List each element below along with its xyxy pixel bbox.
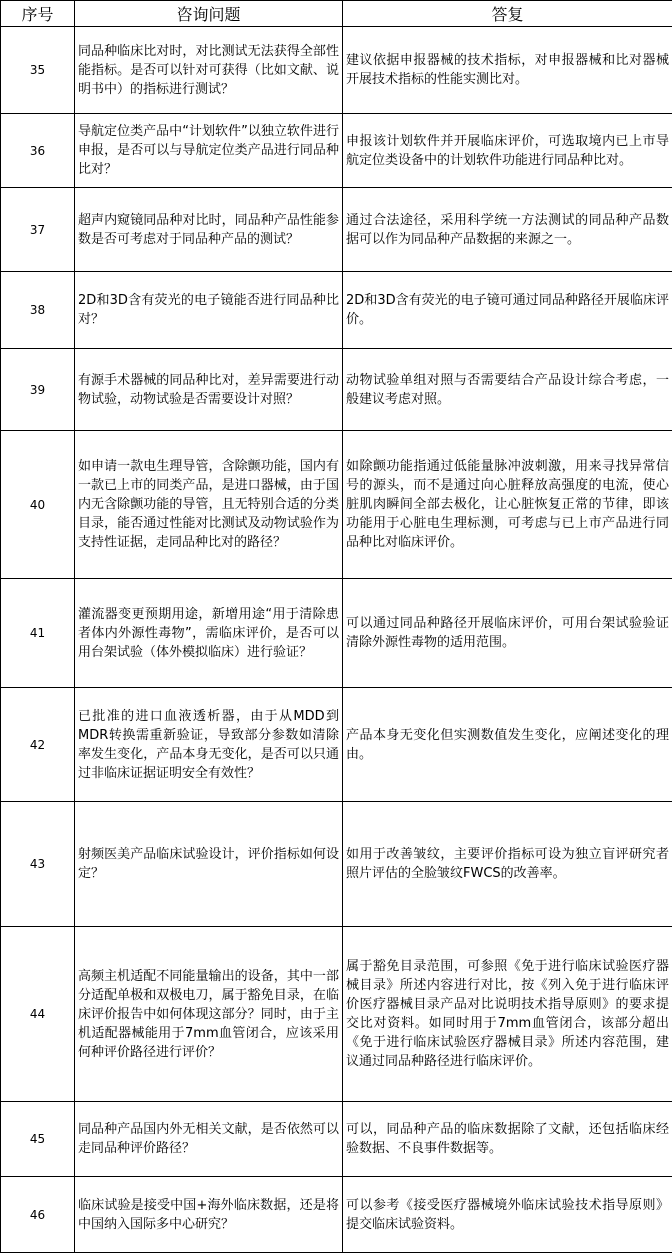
question-cell: 超声内窥镜同品种对比时，同品种产品性能参数是否可考虑对于同品种产品的测试？ <box>75 188 343 272</box>
question-cell: 同品种产品国内外无相关文献，是否依然可以走同品种评价路径？ <box>75 1102 343 1177</box>
row-number: 35 <box>1 27 75 114</box>
answer-cell: 可以通过同品种路径开展临床评价，可用台架试验验证清除外源性毒物的适用范围。 <box>343 579 672 688</box>
table-row <box>1 579 672 688</box>
answer-cell: 如用于改善皱纹，主要评价指标可设为独立盲评研究者照片评估的全脸皱纹FWCS的改善率。 <box>343 802 672 927</box>
table-header-row <box>1 1 672 27</box>
question-cell: 已批准的进口血液透析器，由于从MDD到MDR转换需重新验证，导致部分参数如清除率发生变化，产品本身无变化，是否可以只通过非临床证据证明安全有效性？ <box>75 688 343 802</box>
question-cell: 高频主机适配不同能量输出的设备，其中一部分适配单极和双极电刀，属于豁免目录，在临床评价报告中如何体现这部分？同时，由于主机适配器械能用于7mm血管闭合，应该采用何种评价路径进行评价？ <box>75 927 343 1102</box>
row-number: 39 <box>1 349 75 431</box>
row-number: 46 <box>1 1177 75 1253</box>
header-number: 序号 <box>1 1 75 27</box>
table-row <box>1 349 672 431</box>
answer-cell: 如除颤功能指通过低能量脉冲波刺激，用来寻找异常信号的源头，而不是通过向心脏释放高强度的电流，使心脏肌肉瞬间全部去极化，让心脏恢复正常的节律，即该功能用于心脏电生理标测，可考虑与已上市产品进行同品种比对临床评价。 <box>343 431 672 579</box>
table-row <box>1 1102 672 1177</box>
row-number: 43 <box>1 802 75 927</box>
answer-cell: 建议依据申报器械的技术指标，对申报器械和比对器械开展技术指标的性能实测比对。 <box>343 27 672 114</box>
table-row <box>1 927 672 1102</box>
row-number: 44 <box>1 927 75 1102</box>
row-number: 37 <box>1 188 75 272</box>
row-number: 42 <box>1 688 75 802</box>
question-cell: 如申请一款电生理导管，含除颤功能，国内有一款已上市的同类产品，是进口器械，由于国内无含除颤功能的导管，且无特别合适的分类目录，能否通过性能对比测试及动物试验作为支持性证据，走同品种比对的路径？ <box>75 431 343 579</box>
answer-cell: 通过合法途径，采用科学统一方法测试的同品种产品数据可以作为同品种产品数据的来源之一。 <box>343 188 672 272</box>
question-cell: 同品种临床比对时，对比测试无法获得全部性能指标。是否可以针对可获得（比如文献、说明书中）的指标进行测试？ <box>75 27 343 114</box>
answer-cell: 属于豁免目录范围，可参照《免于进行临床试验医疗器械目录》所述内容进行对比，按《列入免于进行临床评价医疗器械目录产品对比说明技术指导原则》的要求提交比对资料。如同时用于7mm血管闭合，该部分超出《免于进行临床试验医疗器械目录》所述内容范围，建议通过同品种路径进行临床评价。 <box>343 927 672 1102</box>
table-row <box>1 1177 672 1253</box>
table-row <box>1 431 672 579</box>
table-row <box>1 27 672 114</box>
answer-cell: 可以参考《接受医疗器械境外临床试验技术指导原则》提交临床试验资料。 <box>343 1177 672 1253</box>
row-number: 36 <box>1 114 75 188</box>
question-cell: 有源手术器械的同品种比对，差异需要进行动物试验，动物试验是否需要设计对照？ <box>75 349 343 431</box>
answer-cell: 申报该计划软件并开展临床评价，可选取境内已上市导航定位类设备中的计划软件功能进行同品种比对。 <box>343 114 672 188</box>
answer-cell: 2D和3D含有荧光的电子镜可通过同品种路径开展临床评价。 <box>343 272 672 349</box>
header-question: 咨询问题 <box>75 1 343 27</box>
header-answer: 答复 <box>343 1 672 27</box>
table-row <box>1 802 672 927</box>
row-number: 45 <box>1 1102 75 1177</box>
row-number: 40 <box>1 431 75 579</box>
row-number: 38 <box>1 272 75 349</box>
table-row <box>1 114 672 188</box>
question-cell: 灌流器变更预期用途，新增用途“用于清除患者体内外源性毒物”，需临床评价，是否可以用台架试验（体外模拟临床）进行验证？ <box>75 579 343 688</box>
answer-cell: 可以，同品种产品的临床数据除了文献，还包括临床经验数据、不良事件数据等。 <box>343 1102 672 1177</box>
answer-cell: 动物试验单组对照与否需要结合产品设计综合考虑，一般建议考虑对照。 <box>343 349 672 431</box>
table-row <box>1 272 672 349</box>
question-cell: 射频医美产品临床试验设计，评价指标如何设定？ <box>75 802 343 927</box>
table-row <box>1 188 672 272</box>
answer-cell: 产品本身无变化但实测数值发生变化，应阐述变化的理由。 <box>343 688 672 802</box>
question-cell: 导航定位类产品中“计划软件”以独立软件进行申报，是否可以与导航定位类产品进行同品种比对？ <box>75 114 343 188</box>
table-row <box>1 688 672 802</box>
question-cell: 临床试验是接受中国+海外临床数据，还是将中国纳入国际多中心研究？ <box>75 1177 343 1253</box>
row-number: 41 <box>1 579 75 688</box>
question-cell: 2D和3D含有荧光的电子镜能否进行同品种比对？ <box>75 272 343 349</box>
